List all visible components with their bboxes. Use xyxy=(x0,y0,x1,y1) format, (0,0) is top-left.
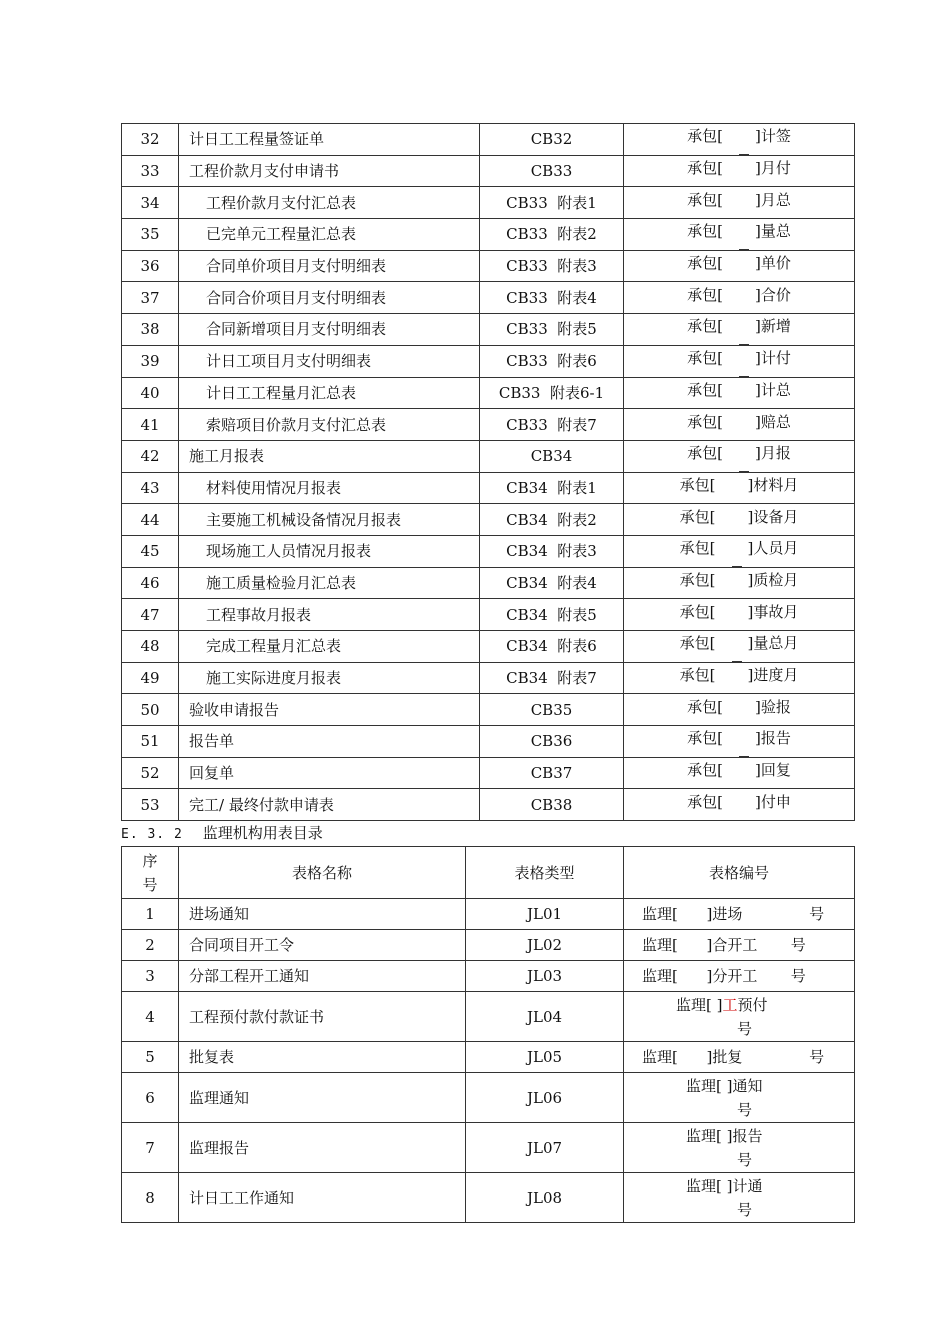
table-row xyxy=(122,899,855,930)
table-row xyxy=(122,409,855,441)
table-row xyxy=(122,757,855,789)
form-type: JL08 xyxy=(466,1173,624,1223)
row-number: 52 xyxy=(122,757,179,789)
form-name: 批复表 xyxy=(179,1042,466,1073)
form-type: CB32 xyxy=(480,124,624,156)
form-type: JL03 xyxy=(466,961,624,992)
row-number: 7 xyxy=(122,1123,179,1173)
table-row xyxy=(122,282,855,314)
form-name: 合同项目开工令 xyxy=(179,930,466,961)
form-type: CB35 xyxy=(480,694,624,726)
table-row xyxy=(122,1173,855,1223)
form-code: 承包[ ]事故月 xyxy=(624,599,855,631)
form-type: JL06 xyxy=(466,1073,624,1123)
form-type: CB33 附表6 xyxy=(480,345,624,377)
form-code: 监理[ ]合开工 号 xyxy=(624,930,855,961)
form-name: 进场通知 xyxy=(179,899,466,930)
form-name: 完工/ 最终付款申请表 xyxy=(179,789,480,821)
row-number: 33 xyxy=(122,155,179,187)
form-name: 索赔项目价款月支付汇总表 xyxy=(179,409,480,441)
table-row xyxy=(122,345,855,377)
form-code: 承包[ ]合价 xyxy=(624,282,855,314)
form-code: 承包[ ]量总 xyxy=(624,219,855,251)
table-row xyxy=(122,599,855,631)
table-row xyxy=(122,961,855,992)
form-type: CB33 xyxy=(480,155,624,187)
form-code: 监理[ ]进场 号 xyxy=(624,899,855,930)
row-number: 2 xyxy=(122,930,179,961)
form-type: CB34 附表4 xyxy=(480,567,624,599)
row-number: 32 xyxy=(122,124,179,156)
form-name: 合同单价项目月支付明细表 xyxy=(179,250,480,282)
form-name: 计日工工作通知 xyxy=(179,1173,466,1223)
form-code: 承包[ ]质检月 xyxy=(624,567,855,599)
form-name: 现场施工人员情况月报表 xyxy=(179,535,480,567)
form-type: CB33 附表7 xyxy=(480,409,624,441)
table-row xyxy=(122,440,855,472)
form-code: 承包[ ]量总月 xyxy=(624,631,855,663)
form-name: 工程价款月支付申请书 xyxy=(179,155,480,187)
form-code: 承包[ ]单价 xyxy=(624,250,855,282)
row-number: 3 xyxy=(122,961,179,992)
header-code: 表格编号 xyxy=(624,847,855,899)
form-name: 工程预付款付款证书 xyxy=(179,992,466,1042)
form-name: 合同新增项目月支付明细表 xyxy=(179,314,480,346)
section-number: E. 3. 2 xyxy=(121,827,183,842)
row-number: 35 xyxy=(122,219,179,251)
contractor-forms-table xyxy=(121,123,855,821)
table-row xyxy=(122,631,855,663)
row-number: 42 xyxy=(122,440,179,472)
form-type: CB34 附表7 xyxy=(480,662,624,694)
table-row xyxy=(122,567,855,599)
form-type: CB34 附表2 xyxy=(480,504,624,536)
form-code: 监理[ ]工预付 号 xyxy=(624,992,855,1042)
form-type: CB38 xyxy=(480,789,624,821)
form-name: 回复单 xyxy=(179,757,480,789)
form-code: 承包[ ]付申 xyxy=(624,789,855,821)
table-row xyxy=(122,124,855,156)
form-type: JL07 xyxy=(466,1123,624,1173)
form-type: JL02 xyxy=(466,930,624,961)
form-type: JL05 xyxy=(466,1042,624,1073)
form-type: CB33 附表2 xyxy=(480,219,624,251)
header-no: 序 号 xyxy=(122,847,179,899)
row-number: 1 xyxy=(122,899,179,930)
form-type: CB34 附表1 xyxy=(480,472,624,504)
row-number: 6 xyxy=(122,1073,179,1123)
form-name: 工程事故月报表 xyxy=(179,599,480,631)
form-type: CB34 xyxy=(480,440,624,472)
table-row xyxy=(122,1123,855,1173)
form-type: CB33 附表3 xyxy=(480,250,624,282)
row-number: 41 xyxy=(122,409,179,441)
form-type: CB34 附表3 xyxy=(480,535,624,567)
section-heading xyxy=(121,822,323,843)
table-row xyxy=(122,535,855,567)
table-row xyxy=(122,992,855,1042)
form-code: 承包[ ]材料月 xyxy=(624,472,855,504)
form-name: 施工质量检验月汇总表 xyxy=(179,567,480,599)
form-name: 计日工工程量签证单 xyxy=(179,124,480,156)
form-type: CB33 附表4 xyxy=(480,282,624,314)
table-row xyxy=(122,662,855,694)
form-name: 监理报告 xyxy=(179,1123,466,1173)
row-number: 49 xyxy=(122,662,179,694)
table-row xyxy=(122,726,855,758)
form-type: CB34 附表6 xyxy=(480,631,624,663)
row-number: 37 xyxy=(122,282,179,314)
form-code: 监理[ ]报告 号 xyxy=(624,1123,855,1173)
form-code: 承包[ ]月总 xyxy=(624,187,855,219)
form-code: 承包[ ]计签 xyxy=(624,124,855,156)
form-code: 承包[ ]回复 xyxy=(624,757,855,789)
form-name: 施工月报表 xyxy=(179,440,480,472)
header-type: 表格类型 xyxy=(466,847,624,899)
form-name: 材料使用情况月报表 xyxy=(179,472,480,504)
table-row xyxy=(122,1073,855,1123)
row-number: 45 xyxy=(122,535,179,567)
row-number: 39 xyxy=(122,345,179,377)
table-row xyxy=(122,1042,855,1073)
row-number: 36 xyxy=(122,250,179,282)
form-type: CB34 附表5 xyxy=(480,599,624,631)
form-name: 工程价款月支付汇总表 xyxy=(179,187,480,219)
form-code: 承包[ ]人员月 xyxy=(624,535,855,567)
header-name: 表格名称 xyxy=(179,847,466,899)
form-name: 施工实际进度月报表 xyxy=(179,662,480,694)
form-code: 承包[ ]计付 xyxy=(624,345,855,377)
form-type: JL04 xyxy=(466,992,624,1042)
table-row xyxy=(122,504,855,536)
form-code: 承包[ ]设备月 xyxy=(624,504,855,536)
form-type: CB36 xyxy=(480,726,624,758)
row-number: 5 xyxy=(122,1042,179,1073)
row-number: 43 xyxy=(122,472,179,504)
table-row xyxy=(122,930,855,961)
table-row xyxy=(122,155,855,187)
row-number: 40 xyxy=(122,377,179,409)
table-row xyxy=(122,219,855,251)
row-number: 50 xyxy=(122,694,179,726)
form-name: 完成工程量月汇总表 xyxy=(179,631,480,663)
table-row xyxy=(122,472,855,504)
table-row xyxy=(122,187,855,219)
form-type: CB33 附表5 xyxy=(480,314,624,346)
row-number: 48 xyxy=(122,631,179,663)
table-row xyxy=(122,250,855,282)
form-code: 监理[ ]批复 号 xyxy=(624,1042,855,1073)
form-code: 监理[ ]通知 号 xyxy=(624,1073,855,1123)
form-name: 分部工程开工通知 xyxy=(179,961,466,992)
section-title: 监理机构用表目录 xyxy=(202,824,323,842)
form-code: 承包[ ]报告 xyxy=(624,726,855,758)
form-type: CB37 xyxy=(480,757,624,789)
row-number: 34 xyxy=(122,187,179,219)
row-number: 47 xyxy=(122,599,179,631)
form-name: 监理通知 xyxy=(179,1073,466,1123)
form-code: 承包[ ]新增 xyxy=(624,314,855,346)
form-code: 承包[ ]验报 xyxy=(624,694,855,726)
row-number: 46 xyxy=(122,567,179,599)
row-number: 51 xyxy=(122,726,179,758)
table-row xyxy=(122,789,855,821)
form-name: 已完单元工程量汇总表 xyxy=(179,219,480,251)
form-code: 监理[ ]分开工 号 xyxy=(624,961,855,992)
table-header-row xyxy=(122,847,855,899)
form-type: CB33 附表6-1 xyxy=(480,377,624,409)
form-code: 承包[ ]月报 xyxy=(624,440,855,472)
form-code: 承包[ ]赔总 xyxy=(624,409,855,441)
form-code: 承包[ ]计总 xyxy=(624,377,855,409)
form-code: 承包[ ]进度月 xyxy=(624,662,855,694)
row-number: 38 xyxy=(122,314,179,346)
form-name: 合同合价项目月支付明细表 xyxy=(179,282,480,314)
form-name: 主要施工机械设备情况月报表 xyxy=(179,504,480,536)
row-number: 4 xyxy=(122,992,179,1042)
table-row xyxy=(122,377,855,409)
form-code: 监理[ ]计通 号 xyxy=(624,1173,855,1223)
row-number: 44 xyxy=(122,504,179,536)
form-name: 验收申请报告 xyxy=(179,694,480,726)
row-number: 53 xyxy=(122,789,179,821)
row-number: 8 xyxy=(122,1173,179,1223)
supervision-forms-table xyxy=(121,846,855,1223)
form-type: CB33 附表1 xyxy=(480,187,624,219)
form-type: JL01 xyxy=(466,899,624,930)
table-row xyxy=(122,694,855,726)
form-code: 承包[ ]月付 xyxy=(624,155,855,187)
form-name: 计日工工程量月汇总表 xyxy=(179,377,480,409)
table-row xyxy=(122,314,855,346)
form-name: 计日工项目月支付明细表 xyxy=(179,345,480,377)
form-name: 报告单 xyxy=(179,726,480,758)
